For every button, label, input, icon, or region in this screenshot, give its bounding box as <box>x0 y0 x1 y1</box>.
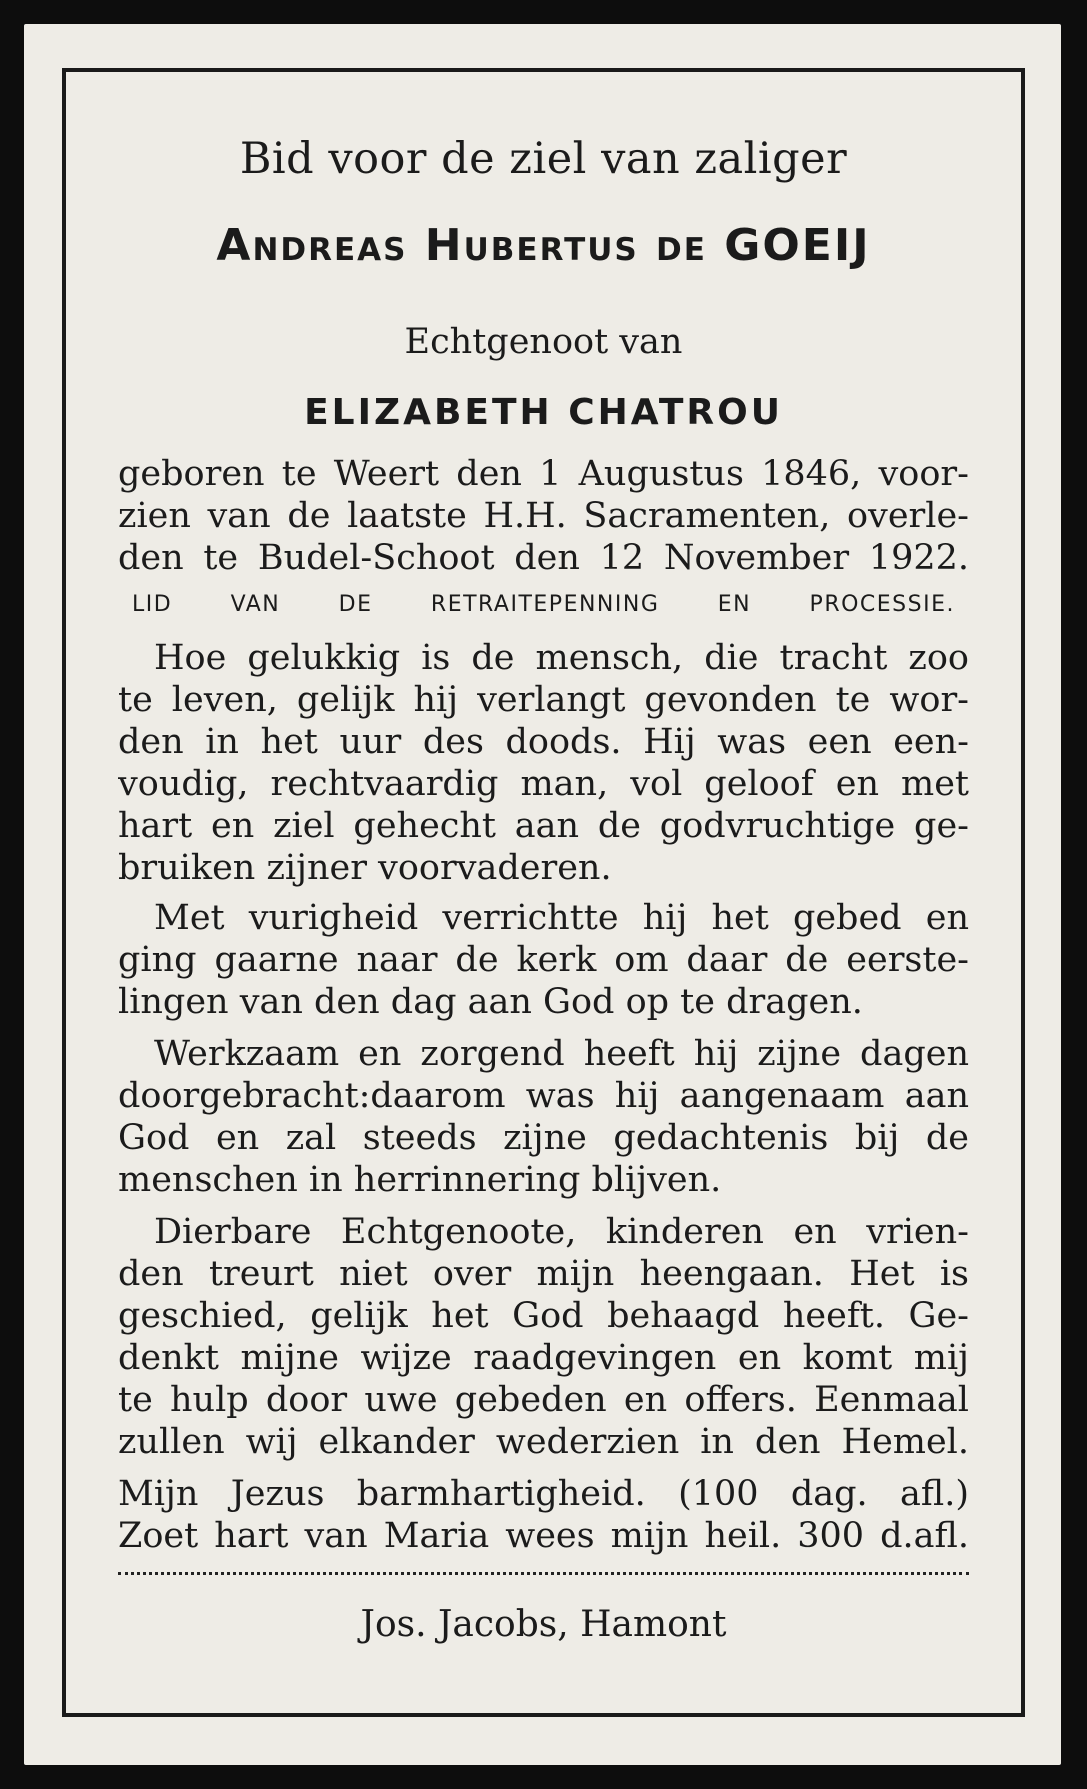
biography-line: den te Budel-Schoot den 12 November 1922. <box>118 538 969 578</box>
paragraph-line: lingen van den dag aan God op te dragen. <box>118 982 863 1022</box>
paragraph-line: den in het uur des doods. Hij was een een- <box>118 722 969 762</box>
paragraph-line: God en zal steeds zijne gedachtenis bij de <box>118 1118 969 1158</box>
paragraph-line: Hoe gelukkig is de mensch, die tracht zoo <box>154 638 969 678</box>
card-paper <box>24 24 1061 1765</box>
prayer-heading: Bid voor de ziel van zaliger <box>239 134 848 184</box>
dotted-separator <box>118 1572 969 1575</box>
paragraph-line: zullen wij elkander wederzien in den Hemel. <box>118 1422 969 1462</box>
paragraph-line: te hulp door uwe gebeden en offers. Eenmaal <box>118 1380 969 1420</box>
prayer-line: Zoet hart van Maria wees mijn heil. 300 d.afl. <box>118 1516 969 1556</box>
card-content <box>118 82 969 1703</box>
biography-line: zien van de laatste H.H. Sacramenten, overle- <box>118 496 969 536</box>
paragraph-line: geschied, gelijk het God behaagd heeft. Ge- <box>118 1296 969 1336</box>
paragraph-line: Dierbare Echtgenoote, kinderen en vrien- <box>154 1212 969 1252</box>
membership-line: LID VAN DE RETRAITEPENNING EN PROCESSIE. <box>132 592 955 617</box>
paragraph-line: doorgebracht:daarom was hij aangenaam aan <box>118 1076 969 1116</box>
biography-line: geboren te Weert den 1 Augustus 1846, voor- <box>118 454 969 494</box>
paragraph-line: den treurt niet over mijn heengaan. Het is <box>118 1254 969 1294</box>
paragraph-line: hart en ziel gehecht aan de godvruchtige ge- <box>118 806 969 846</box>
prayer-line: Mijn Jezus barmhartigheid. (100 dag. afl.) <box>118 1474 969 1514</box>
paragraph-line: voudig, rechtvaardig man, vol geloof en met <box>118 764 969 804</box>
paragraph-line: te leven, gelijk hij verlangt gevonden te wor- <box>118 680 969 720</box>
deceased-name: Andreas Hubertus de GOEIJ <box>216 220 871 271</box>
printer-credit: Jos. Jacobs, Hamont <box>360 1604 727 1645</box>
inner-border-frame <box>62 68 1025 1717</box>
paragraph-line: ging gaarne naar de kerk om daar de eerste- <box>118 940 969 980</box>
paragraph-line: menschen in herrinnering blijven. <box>118 1160 722 1200</box>
relation-line: Echtgenoot van <box>404 322 683 362</box>
paragraph-line: Werkzaam en zorgend heeft hij zijne dagen <box>154 1034 969 1074</box>
paragraph-line: Met vurigheid verrichtte hij het gebed en <box>154 898 969 938</box>
paragraph-line: denkt mijne wijze raadgevingen en komt mij <box>118 1338 969 1378</box>
paragraph-line: bruiken zijner voorvaderen. <box>118 848 612 888</box>
spouse-name: ELIZABETH CHATROU <box>304 392 783 433</box>
